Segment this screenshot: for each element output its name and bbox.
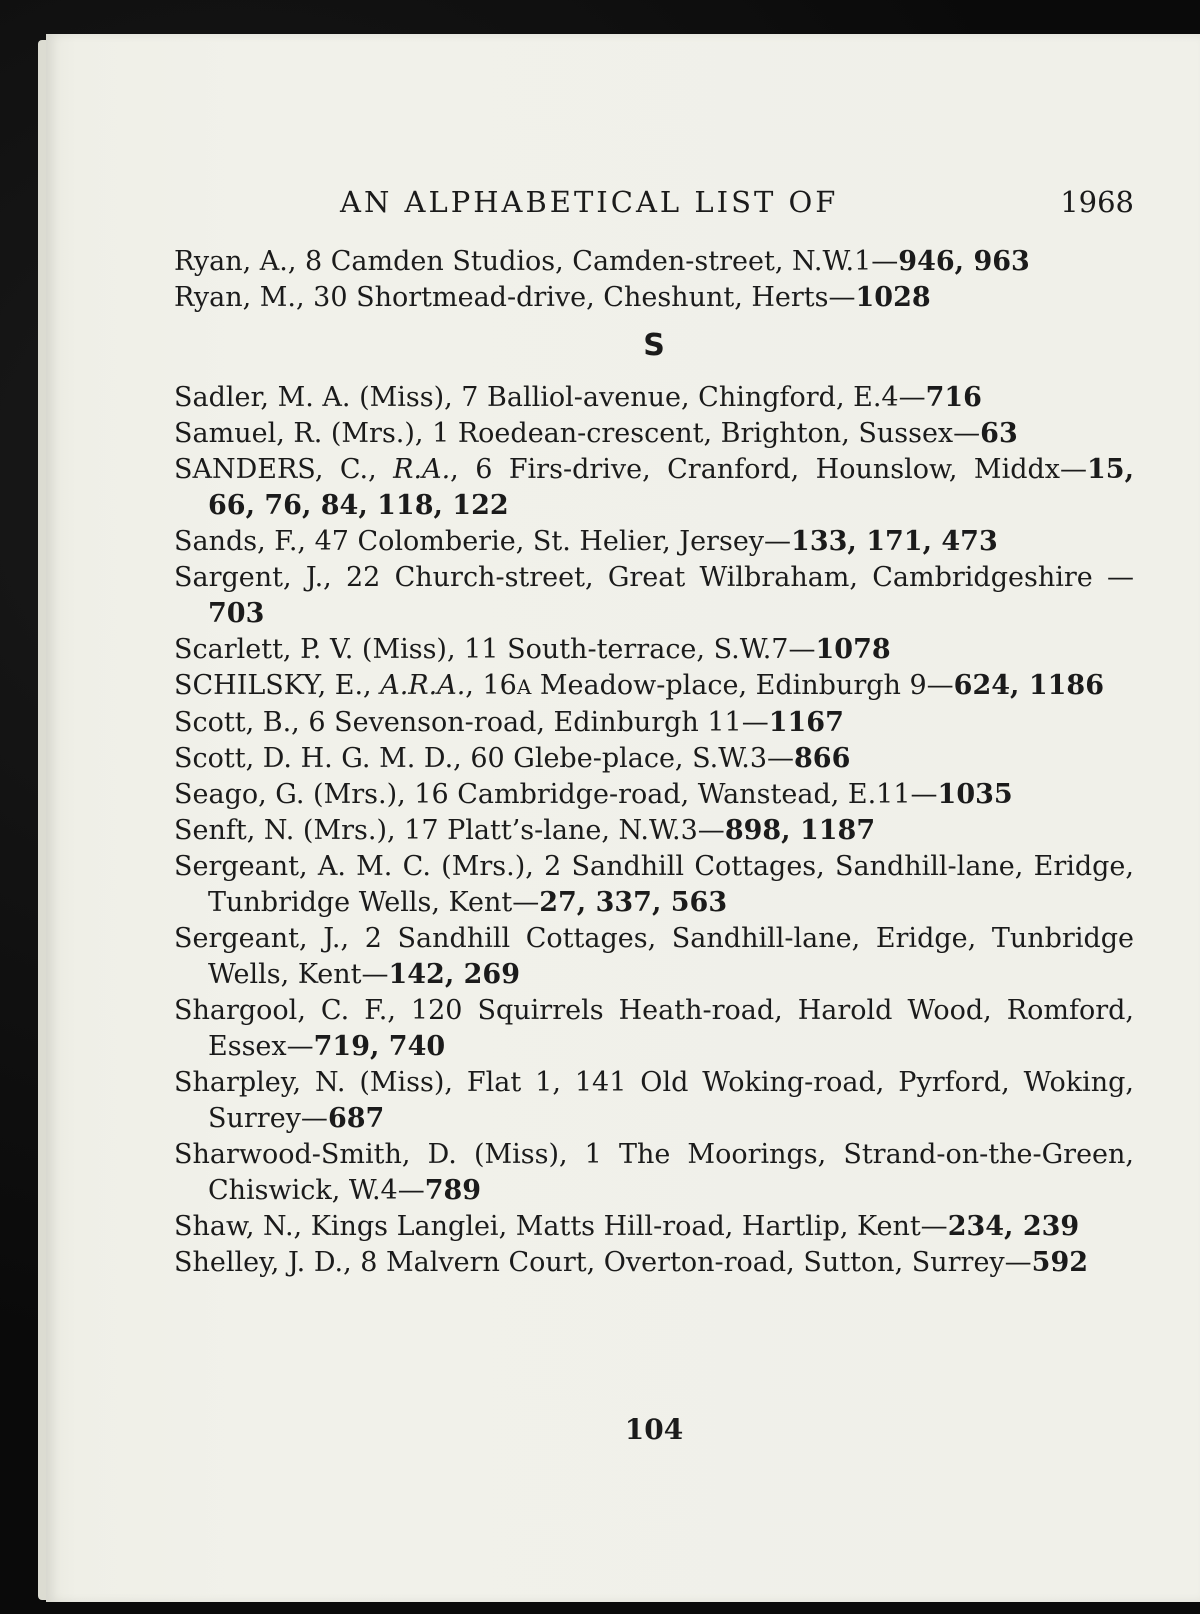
list-entry <box>174 1065 1134 1137</box>
entry-text: Shaw, N., Kings Langlei, Matts Hill-road, Hartlip, Kent— <box>174 1211 948 1242</box>
entry-text: Sergeant, J., 2 Sandhill Cottages, Sandhill-lane, Eridge, Tunbridge Wells, Kent— <box>174 923 1134 990</box>
entry-text: Ryan, M., 30 Shortmead-drive, Cheshunt, Herts— <box>174 282 856 313</box>
entry-catalogue-numbers: 63 <box>980 418 1018 449</box>
list-entry <box>174 921 1134 993</box>
running-head-year: 1968 <box>1060 185 1134 219</box>
entry-text: Scott, D. H. G. M. D., 60 Glebe-place, S.W.3— <box>174 743 795 774</box>
entry-address: , 6 Firs-drive, Cranford, Hounslow, Middx— <box>450 454 1088 485</box>
list-entry <box>174 524 1134 560</box>
entry-catalogue-numbers: 1035 <box>937 779 1013 810</box>
entry-text: Sands, F., 47 Colomberie, St. Helier, Jersey— <box>174 526 792 557</box>
entry-text: Seago, G. (Mrs.), 16 Cambridge-road, Wanstead, E.11— <box>174 779 938 810</box>
entry-address-suffix: A <box>516 675 532 699</box>
running-head <box>174 184 1134 244</box>
entry-address: Meadow-place, Edinburgh 9— <box>531 670 954 701</box>
entry-address-number: , 16 <box>465 670 517 701</box>
entry-catalogue-numbers: 133, 171, 473 <box>791 526 998 557</box>
entries-section-s <box>174 380 1134 1281</box>
list-entry <box>174 849 1134 921</box>
entry-text: Shargool, C. F., 120 Squirrels Heath-road, Harold Wood, Romford, Essex— <box>174 995 1134 1062</box>
entry-text: Shelley, J. D., 8 Malvern Court, Overton-road, Sutton, Surrey— <box>174 1247 1032 1278</box>
entry-name: SANDERS, C., <box>174 454 394 485</box>
entry-academic-title: R.A. <box>393 454 451 485</box>
entry-catalogue-numbers: 624, 1186 <box>953 670 1104 701</box>
entry-catalogue-numbers: 703 <box>208 598 265 629</box>
book-page <box>46 34 1200 1602</box>
page-text-block <box>174 184 1134 1446</box>
entry-text: Sargent, J., 22 Church-street, Great Wilbraham, Cambridgeshire — <box>174 562 1134 593</box>
entry-catalogue-numbers: 866 <box>794 743 851 774</box>
entry-catalogue-numbers: 1078 <box>815 634 891 665</box>
entry-catalogue-numbers: 234, 239 <box>947 1211 1080 1242</box>
entry-text: Sharpley, N. (Miss), Flat 1, 141 Old Woking-road, Pyrford, Woking, Surrey— <box>174 1067 1134 1134</box>
entry-catalogue-numbers: 15, 66, 76, 84, 118, 122 <box>208 454 1134 521</box>
entry-text: Samuel, R. (Mrs.), 1 Roedean-crescent, Brighton, Sussex— <box>174 418 981 449</box>
entry-catalogue-numbers: 142, 269 <box>388 959 521 990</box>
entry-catalogue-numbers: 946, 963 <box>898 246 1030 277</box>
list-entry <box>174 1137 1134 1209</box>
list-entry <box>174 668 1134 705</box>
section-letter-heading: S <box>643 328 665 363</box>
list-entry <box>174 993 1134 1065</box>
entry-catalogue-numbers: 1028 <box>855 282 931 313</box>
list-entry <box>174 452 1134 524</box>
entry-catalogue-numbers: 687 <box>327 1103 385 1134</box>
entry-catalogue-numbers: 1167 <box>768 707 844 738</box>
entry-text: Ryan, A., 8 Camden Studios, Camden-street, N.W.1— <box>174 246 899 277</box>
entry-academic-title: A.R.A. <box>380 670 466 701</box>
running-head-title: AN ALPHABETICAL LIST OF <box>340 185 839 219</box>
entry-text: Sadler, M. A. (Miss), 7 Balliol-avenue, Chingford, E.4— <box>174 382 926 413</box>
list-entry <box>174 1245 1134 1281</box>
entry-catalogue-numbers: 898, 1187 <box>724 815 876 846</box>
list-entry <box>174 416 1134 452</box>
entry-text: Sergeant, A. M. C. (Mrs.), 2 Sandhill Cottages, Sandhill-lane, Eridge, Tunbridge Wells, Kent— <box>174 851 1134 918</box>
list-entry <box>174 280 1134 316</box>
list-entry <box>174 705 1134 741</box>
list-entry <box>174 632 1134 668</box>
list-entry <box>174 777 1134 813</box>
list-entry <box>174 813 1134 849</box>
page-number: 104 <box>624 1413 684 1446</box>
entry-text: Scarlett, P. V. (Miss), 11 South-terrace, S.W.7— <box>174 634 816 665</box>
entry-text: Scott, B., 6 Sevenson-road, Edinburgh 11— <box>174 707 769 738</box>
entry-text: Senft, N. (Mrs.), 17 Platt’s-lane, N.W.3— <box>174 815 725 846</box>
entry-catalogue-numbers: 27, 337, 563 <box>539 887 728 918</box>
list-entry <box>174 244 1134 280</box>
entry-catalogue-numbers: 592 <box>1031 1247 1089 1278</box>
list-entry <box>174 1209 1134 1245</box>
entry-catalogue-numbers: 716 <box>925 382 982 413</box>
entry-catalogue-numbers: 789 <box>424 1175 482 1206</box>
list-entry <box>174 741 1134 777</box>
entry-name: SCHILSKY, E., <box>174 670 381 701</box>
entries-before-section <box>174 244 1134 316</box>
list-entry <box>174 380 1134 416</box>
list-entry <box>174 560 1134 632</box>
entry-catalogue-numbers: 719, 740 <box>313 1031 446 1062</box>
entry-text: Sharwood-Smith, D. (Miss), 1 The Moorings, Strand-on-the-Green, Chiswick, W.4— <box>174 1139 1134 1206</box>
